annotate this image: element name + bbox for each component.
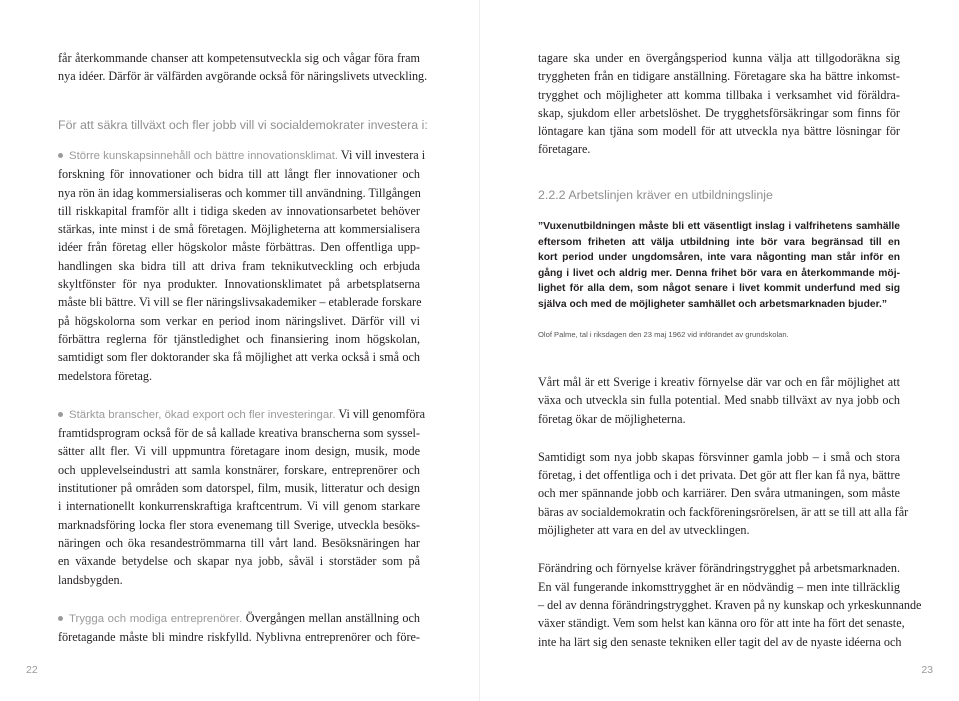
text-line: inte ha lärt sig den senaste tekniken eller tagit del av de nyaste idéerna och — [538, 634, 902, 649]
text-line: och mer spännande jobb och karriärer. Den svåra utmaningen, som måste — [538, 486, 900, 501]
text-line: i internationellt konkurrenskraftiga kraftcentrum. Vi vill genom starkare — [58, 499, 420, 514]
text-line: idéer från företag eller högskolor måste förbättras. Den offentliga upp- — [58, 240, 420, 255]
continued-paragraph — [538, 49, 900, 159]
text-line: Vårt mål är ett Sverige i kreativ förnyelse där var och en får möjlighet att — [538, 375, 900, 389]
text-line: och upplevelseindustri att samla konstnärer, forskare, entreprenörer och — [58, 462, 420, 477]
bullet-dot-icon — [58, 153, 63, 158]
bullet-item-entrepreneurs — [58, 609, 420, 628]
bullet-text: Vi vill investera i — [338, 148, 426, 162]
text-line: Samtidigt som nya jobb skapas försvinner gamla jobb – i små och stora — [538, 449, 900, 464]
text-line: företag, i det offentliga och i det privata. Det gör att fler kan få nya, bättre — [538, 468, 900, 483]
text-line: trygghet och möjligheter att komma tillbaka i verksamhet vid föräldra- — [538, 87, 900, 102]
body-paragraphs — [538, 373, 922, 651]
text-line: sätter allt fler. Vi vill uppmuntra företagare inom design, musik, mode — [58, 444, 420, 459]
bullet-dot-icon — [58, 616, 63, 621]
text-line: stärkas, inte minst i de små företagen. Möjligheterna att kommersialisera — [58, 222, 420, 237]
text-line: tryggheten från en tidigare anställning. Företagare ska ha bättre inkomst- — [538, 69, 900, 84]
text-line: skyltfönster för nya produkter. Innovationsklimatet på arbetsplatserna — [58, 277, 420, 292]
text-line: möjligheter att vara en del av utvecklingen. — [538, 523, 750, 538]
bullet-item-innovation — [58, 146, 426, 165]
intro-paragraph — [58, 49, 428, 86]
text-line: måste bli bättre. Vi vill se fler näringslivsakademiker – etablerade forskare — [58, 295, 422, 310]
text-line: marknadsföring locka fler stora evenemang till Sverige, utveckla besöks- — [58, 517, 420, 532]
section-subheading: För att säkra tillväxt och fler jobb vill vi socialdemokrater investera i: — [58, 118, 428, 132]
quote-line: ”Vuxenutbildningen måste bli ett väsentligt inslag i valfrihetens samhälle — [538, 221, 900, 232]
page-number-left: 22 — [26, 664, 38, 676]
text-line: växa och utveckla sin fulla potential. Med snabb tillväxt av nya jobb och — [538, 393, 900, 408]
text-line: skap, sjukdom eller arbetslöshet. De trygghetsförsäkringar som finns för — [538, 105, 900, 120]
text-line: nya rön än idag kommersialiseras och kommer till användning. Tillgången — [58, 185, 421, 200]
text-line: företagande måste bli mindre riskfylld. Nyblivna entreprenörer och före- — [58, 630, 420, 645]
quote-line: gång i livet och aldrig mer. Denna frihet bör vara en återkommande möj- — [538, 267, 900, 279]
text-line: tagare ska under en övergångsperiod kunna välja att tillgodoräkna sig — [538, 51, 900, 65]
text-line: forskning för innovationer och bidra till att långt fler innovationer och — [58, 167, 420, 182]
bullet-text: Vi vill genomföra — [335, 406, 425, 421]
bullet-text: Övergången mellan anställning och — [242, 610, 420, 625]
text-line: näringen och öka resandeströmmarna till vårt land. Besöksnäringen har — [58, 535, 420, 550]
text-line: förbättra reglerna för tjänstledighet och finansiering inom högskolan, — [58, 331, 420, 346]
text-line: – del av denna förändringstrygghet. Kraven på ny kunskap och yrkeskunnande — [538, 597, 922, 612]
text-line: till riskkapital framför allt i tidiga skeden av innovationsarbetet behöver — [58, 203, 420, 218]
text-line: får återkommande chanser att kompetensutveckla sig och vågar föra fram — [58, 51, 420, 65]
text-line: en växande betydelse och skapar nya jobb, såväl i storstäder som på — [58, 554, 420, 569]
page-number-right: 23 — [921, 664, 933, 676]
text-line: medelstora företag. — [58, 368, 153, 383]
text-line: företag ökar de möjligheterna. — [538, 411, 686, 426]
text-line: företagare. — [538, 142, 591, 157]
text-line: på högskolorna som verkar en period inom näringslivet. Därför vill vi — [58, 313, 420, 328]
quote-block — [538, 219, 900, 312]
text-line: bäras av socialdemokratin och fackföreningsrörelsen, är att se till att alla får — [538, 504, 909, 519]
bullet-list — [58, 146, 426, 646]
text-line: samtidigt som fler doktorander ska få möjlighet att verka också i små och — [58, 350, 420, 365]
bullet-item-industries — [58, 405, 425, 424]
quote-line: eftersom friheten att välja utbildning inte bör vara begränsad till en — [538, 236, 900, 248]
text-line: framtidsprogram också för de så kallade kreativa branscherna som syssel- — [58, 426, 420, 441]
text-line: landsbygden. — [58, 572, 123, 587]
text-line: En väl fungerande inkomsttrygghet är en nödvändig – men inte tillräcklig — [538, 579, 900, 594]
section-heading: 2.2.2 Arbetslinjen kräver en utbildningslinje — [538, 188, 773, 202]
text-line: nya idéer. Därför är välfärden avgörande också för näringslivets utveckling. — [58, 69, 428, 84]
bullet-label: Större kunskapsinnehåll och bättre innovationsklimat. — [69, 150, 339, 162]
bullet-label: Trygga och modiga entreprenörer. — [69, 612, 243, 625]
right-page — [480, 0, 959, 701]
quote-caption: Olof Palme, tal i riksdagen den 23 maj 1962 vid införandet av grundskolan. — [538, 330, 789, 339]
quote-line: själva och med de möjligheter samhället och arbetsmarknaden bjuder.” — [538, 298, 888, 310]
bullet-label: Stärkta branscher, ökad export och fler investeringar. — [69, 408, 336, 421]
text-line: växer ständigt. Vem som helst kan känna oro för att inte ha fört det senaste, — [538, 616, 905, 631]
text-line: löntagare kan tjäna som modell för att utveckla nya bättre lösningar för — [538, 124, 900, 139]
bullet-dot-icon — [58, 412, 63, 417]
quote-line: lighet för alla dem, som något senare i livet kommit underfund med sig — [538, 283, 900, 294]
text-line: institutioner på områden som datorspel, film, musik, litteratur och design — [58, 481, 420, 496]
quote-line: kort period under ungdomsåren, inte vara någonting man står inför en — [538, 252, 900, 263]
text-line: Förändring och förnyelse kräver förändringstrygghet på arbetsmarknaden. — [538, 561, 900, 576]
text-line: handlingen ska bidra till att driva fram teknikutveckling och erbjuda — [58, 258, 420, 273]
left-page — [0, 0, 479, 701]
